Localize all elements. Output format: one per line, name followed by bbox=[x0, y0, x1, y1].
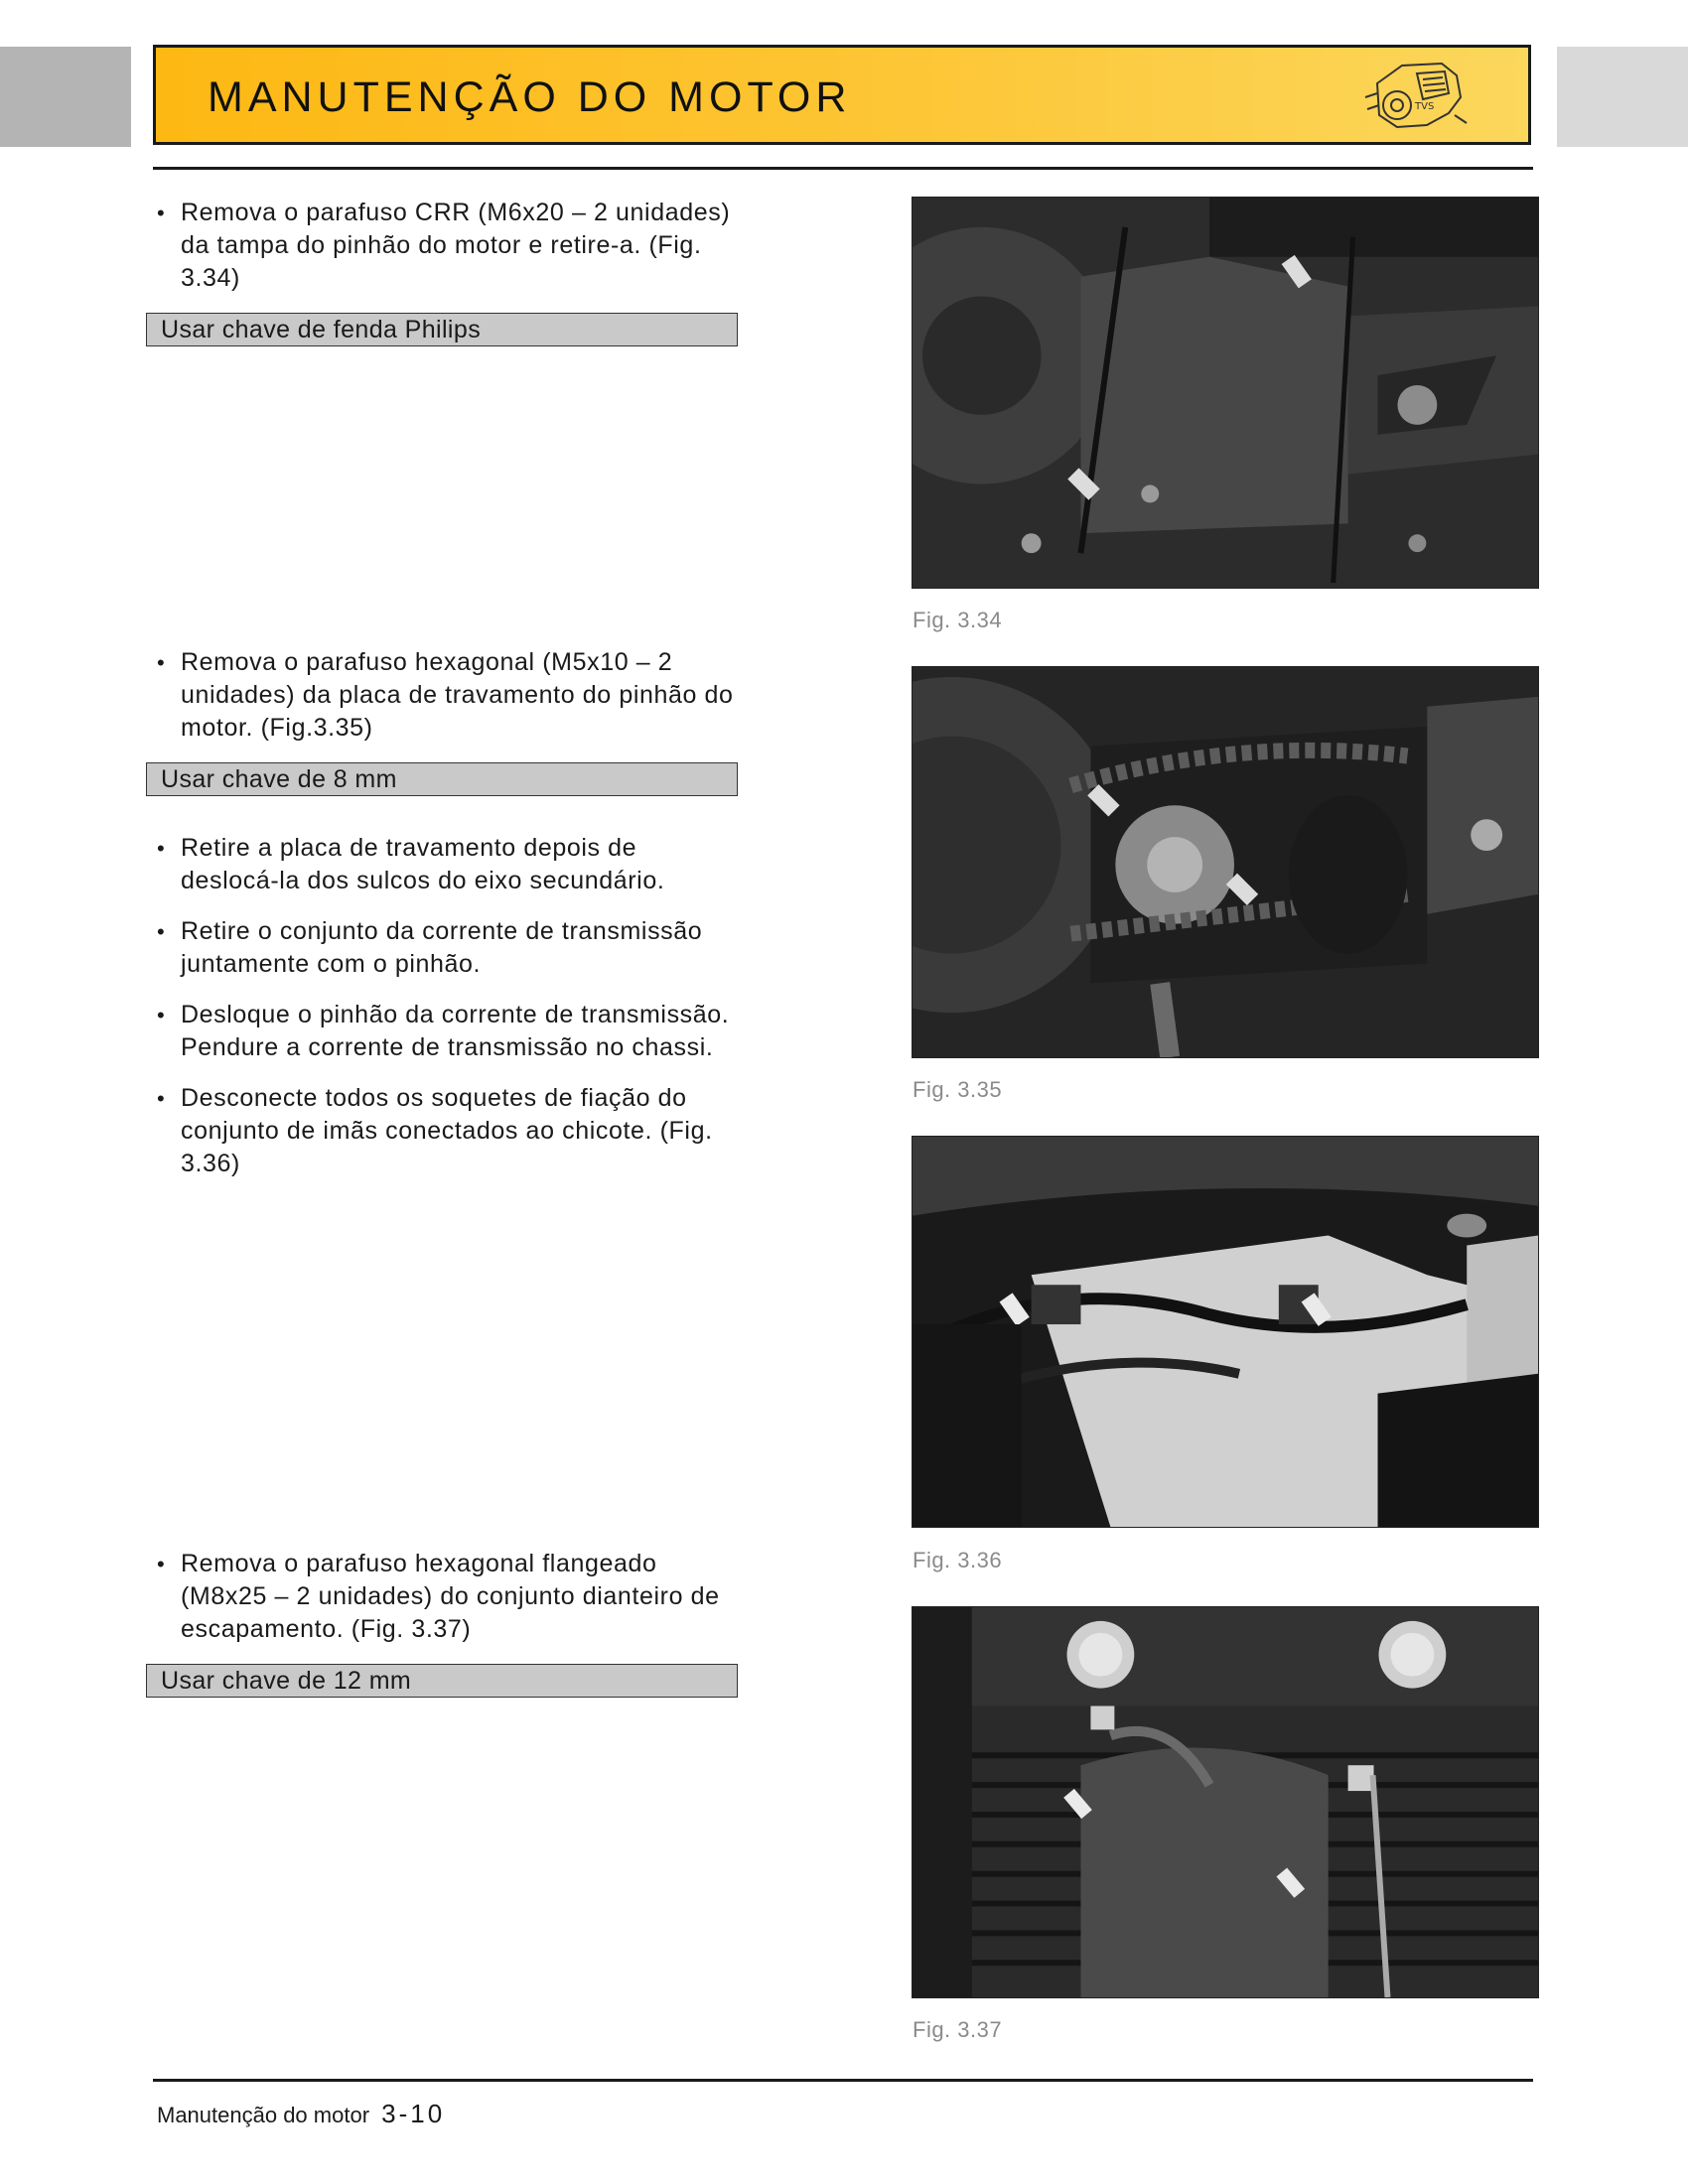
step-item bbox=[151, 1082, 741, 1180]
step-item bbox=[151, 999, 741, 1064]
step-item bbox=[151, 832, 741, 897]
bullet-icon: • bbox=[157, 650, 166, 675]
figure-photo-3-35 bbox=[912, 666, 1539, 1058]
bullet-icon: • bbox=[157, 919, 166, 944]
engine-icon bbox=[1357, 54, 1475, 139]
figure-photo-3-36 bbox=[912, 1136, 1539, 1528]
step-text: Retire o conjunto da corrente de transmissão juntamente com o pinhão. bbox=[181, 917, 703, 978]
figure-caption: Fig. 3.36 bbox=[913, 1548, 1003, 1572]
bullet-icon: • bbox=[157, 836, 166, 861]
page-footer bbox=[157, 2099, 445, 2129]
step-item bbox=[151, 1548, 741, 1646]
step-item bbox=[151, 197, 741, 295]
step-text: Remova o parafuso hexagonal (M5x10 – 2 unidades) da placa de travamento do pinhão do motor. (Fig.3.35) bbox=[181, 648, 734, 742]
bullet-icon: • bbox=[157, 1003, 166, 1027]
page-tab-left bbox=[0, 47, 131, 147]
section-header bbox=[153, 45, 1531, 145]
step-text: Desloque o pinhão da corrente de transmissão. Pendure a corrente de transmissão no chassi. bbox=[181, 1001, 730, 1061]
bullet-icon: • bbox=[157, 1086, 166, 1111]
step-text: Remova o parafuso hexagonal flangeado (M8x25 – 2 unidades) do conjunto dianteiro de escapamento. (Fig. 3.37) bbox=[181, 1550, 720, 1643]
footer-section: Manutenção do motor bbox=[157, 2103, 370, 2127]
page-number: 3-10 bbox=[381, 2099, 446, 2128]
figure-caption: Fig. 3.34 bbox=[913, 608, 1003, 632]
step-text: Retire a placa de travamento depois de deslocá-la dos sulcos do eixo secundário. bbox=[181, 834, 665, 894]
step-item bbox=[151, 646, 741, 745]
bullet-icon: • bbox=[157, 1552, 166, 1576]
figure-photo-3-37 bbox=[912, 1606, 1539, 1998]
figure-caption: Fig. 3.35 bbox=[913, 1077, 1003, 1102]
header-rule bbox=[153, 167, 1533, 170]
page-title: MANUTENÇÃO DO MOTOR bbox=[208, 73, 852, 121]
figure-photo-3-34 bbox=[912, 197, 1539, 589]
svg-text:TVS: TVS bbox=[1415, 101, 1435, 112]
step-item bbox=[151, 915, 741, 981]
footer-rule bbox=[153, 2079, 1533, 2082]
page-tab-right bbox=[1557, 47, 1688, 147]
bullet-icon: • bbox=[157, 201, 166, 225]
step-text: Remova o parafuso CRR (M6x20 – 2 unidades) da tampa do pinhão do motor e retire-a. (Fig. 3.34) bbox=[181, 199, 731, 292]
step-text: Desconecte todos os soquetes de fiação do conjunto de imãs conectados ao chicote. (Fig. 3.36) bbox=[181, 1084, 713, 1177]
tool-note: Usar chave de 8 mm bbox=[146, 762, 738, 796]
tool-note: Usar chave de fenda Philips bbox=[146, 313, 738, 346]
figure-caption: Fig. 3.37 bbox=[913, 2017, 1003, 2042]
tool-note: Usar chave de 12 mm bbox=[146, 1664, 738, 1698]
